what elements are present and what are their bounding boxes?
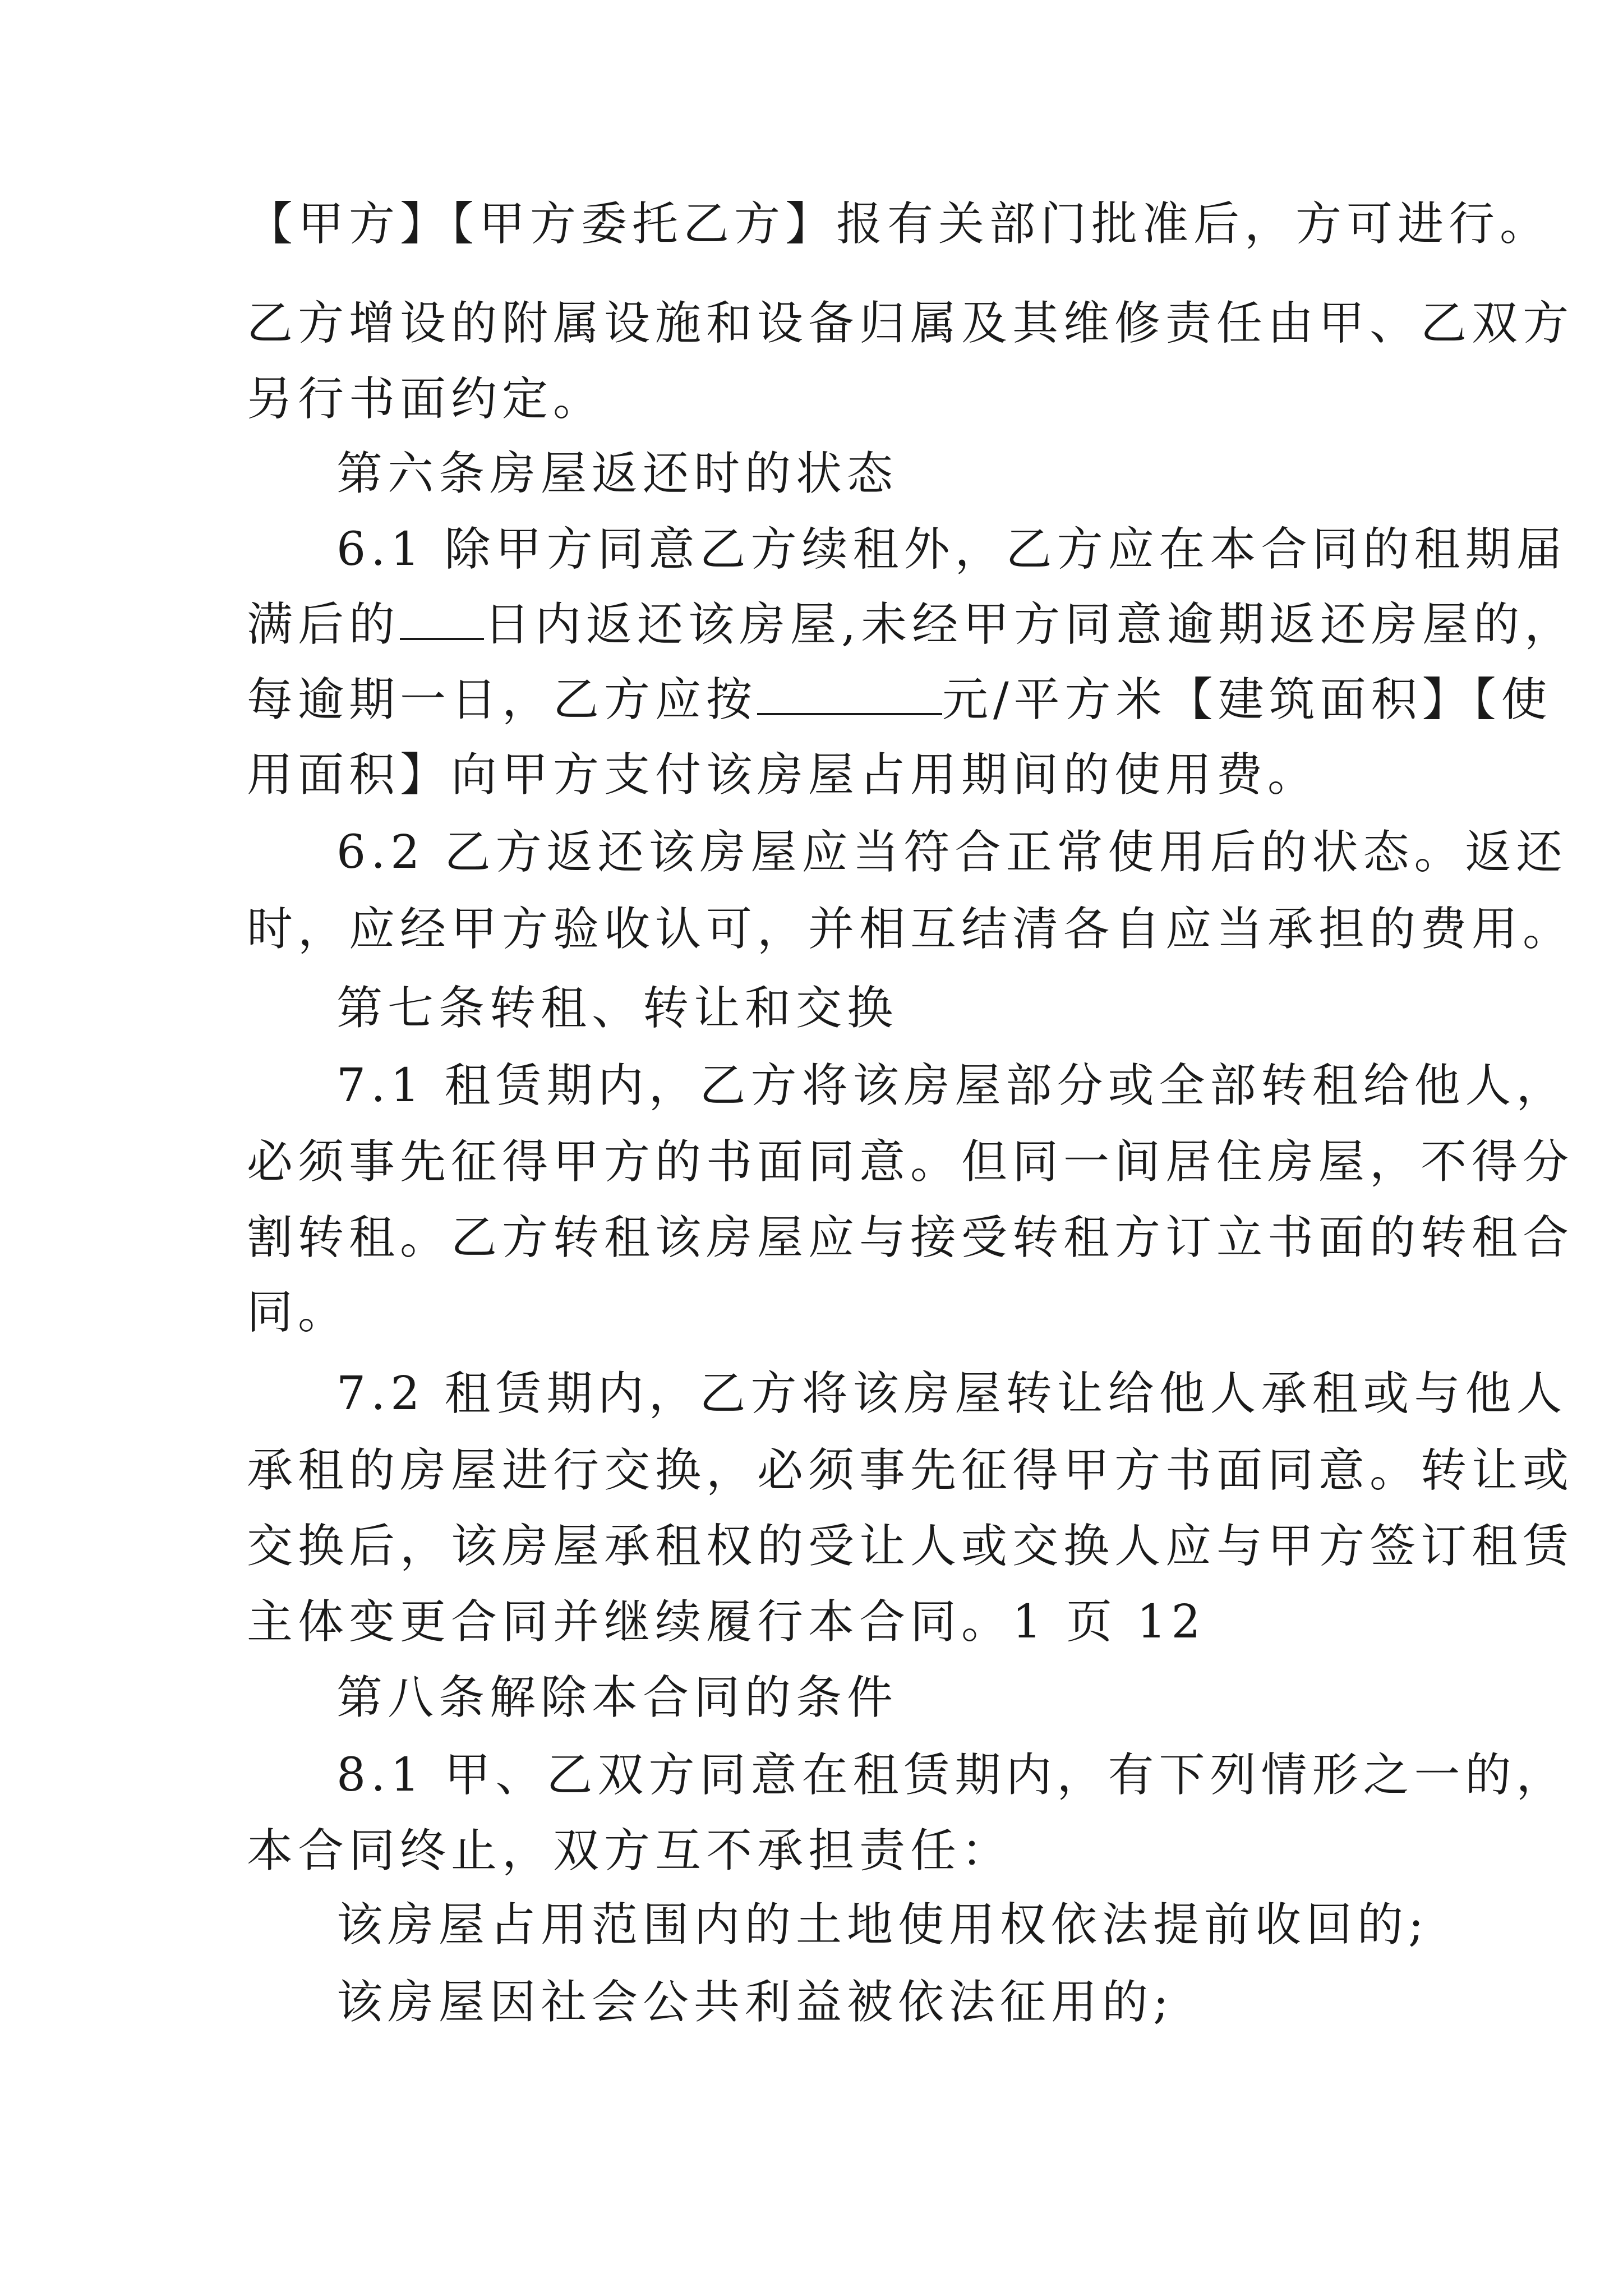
text-line: 该房屋占用范围内的土地使用权依法提前收回的; — [336, 1898, 1429, 1952]
text-line: 8.1 甲、乙双方同意在租赁期内，有下列情形之一的， — [336, 1749, 1567, 1802]
text-fragment: 日内返还该房屋,未经甲方同意逾期返还房屋的， — [484, 598, 1576, 651]
text-line: 该房屋因社会公共利益被依法征用的; — [336, 1976, 1174, 2029]
text-line: 7.2 租赁期内，乙方将该房屋转让给他人承租或与他人 — [336, 1367, 1567, 1420]
text-line: 6.1 除甲方同意乙方续租外，乙方应在本合同的租期届 — [336, 523, 1567, 576]
text-line: 主体变更合同并继续履行本合同。1 页 12 — [247, 1595, 1206, 1649]
fill-in-blank — [400, 599, 484, 640]
fill-in-blank — [757, 674, 942, 715]
text-fragment: 元/平方米【建筑面积】【使 — [942, 673, 1552, 726]
text-line: 用面积】向甲方支付该房屋占用期间的使用费。 — [247, 748, 1319, 802]
text-line: 另行书面约定。 — [247, 372, 605, 426]
text-line: 时，应经甲方验收认可，并相互结清各自应当承担的费用。 — [247, 903, 1574, 956]
text-line: 承租的房屋进行交换，必须事先征得甲方书面同意。转让或 — [247, 1444, 1574, 1497]
section-heading: 第八条解除本合同的条件 — [336, 1671, 898, 1724]
text-line: 同。 — [247, 1286, 349, 1339]
text-line: 乙方增设的附属设施和设备归属及其维修责任由甲、乙双方 — [247, 297, 1574, 350]
text-line: 割转租。乙方转租该房屋应与接受转租方订立书面的转租合 — [247, 1211, 1574, 1264]
text-line: 交换后，该房屋承租权的受让人或交换人应与甲方签订租赁 — [247, 1520, 1574, 1573]
section-heading: 第六条房屋返还时的状态 — [336, 447, 898, 500]
text-line: 【甲方】【甲方委托乙方】报有关部门批准后，方可进行。 — [247, 197, 1551, 251]
text-line: 本合同终止，双方互不承担责任： — [247, 1824, 1013, 1878]
text-line: 必须事先征得甲方的书面同意。但同一间居住房屋，不得分 — [247, 1135, 1574, 1189]
text-line — [247, 597, 1576, 653]
section-heading: 第七条转租、转让和交换 — [336, 982, 898, 1035]
text-line — [247, 672, 1552, 728]
text-line: 6.2 乙方返还该房屋应当符合正常使用后的状态。返还 — [336, 826, 1567, 879]
text-fragment: 满后的 — [247, 598, 400, 651]
text-line: 7.1 租赁期内，乙方将该房屋部分或全部转租给他人， — [336, 1059, 1567, 1112]
text-fragment: 每逾期一日，乙方应按 — [247, 673, 758, 726]
